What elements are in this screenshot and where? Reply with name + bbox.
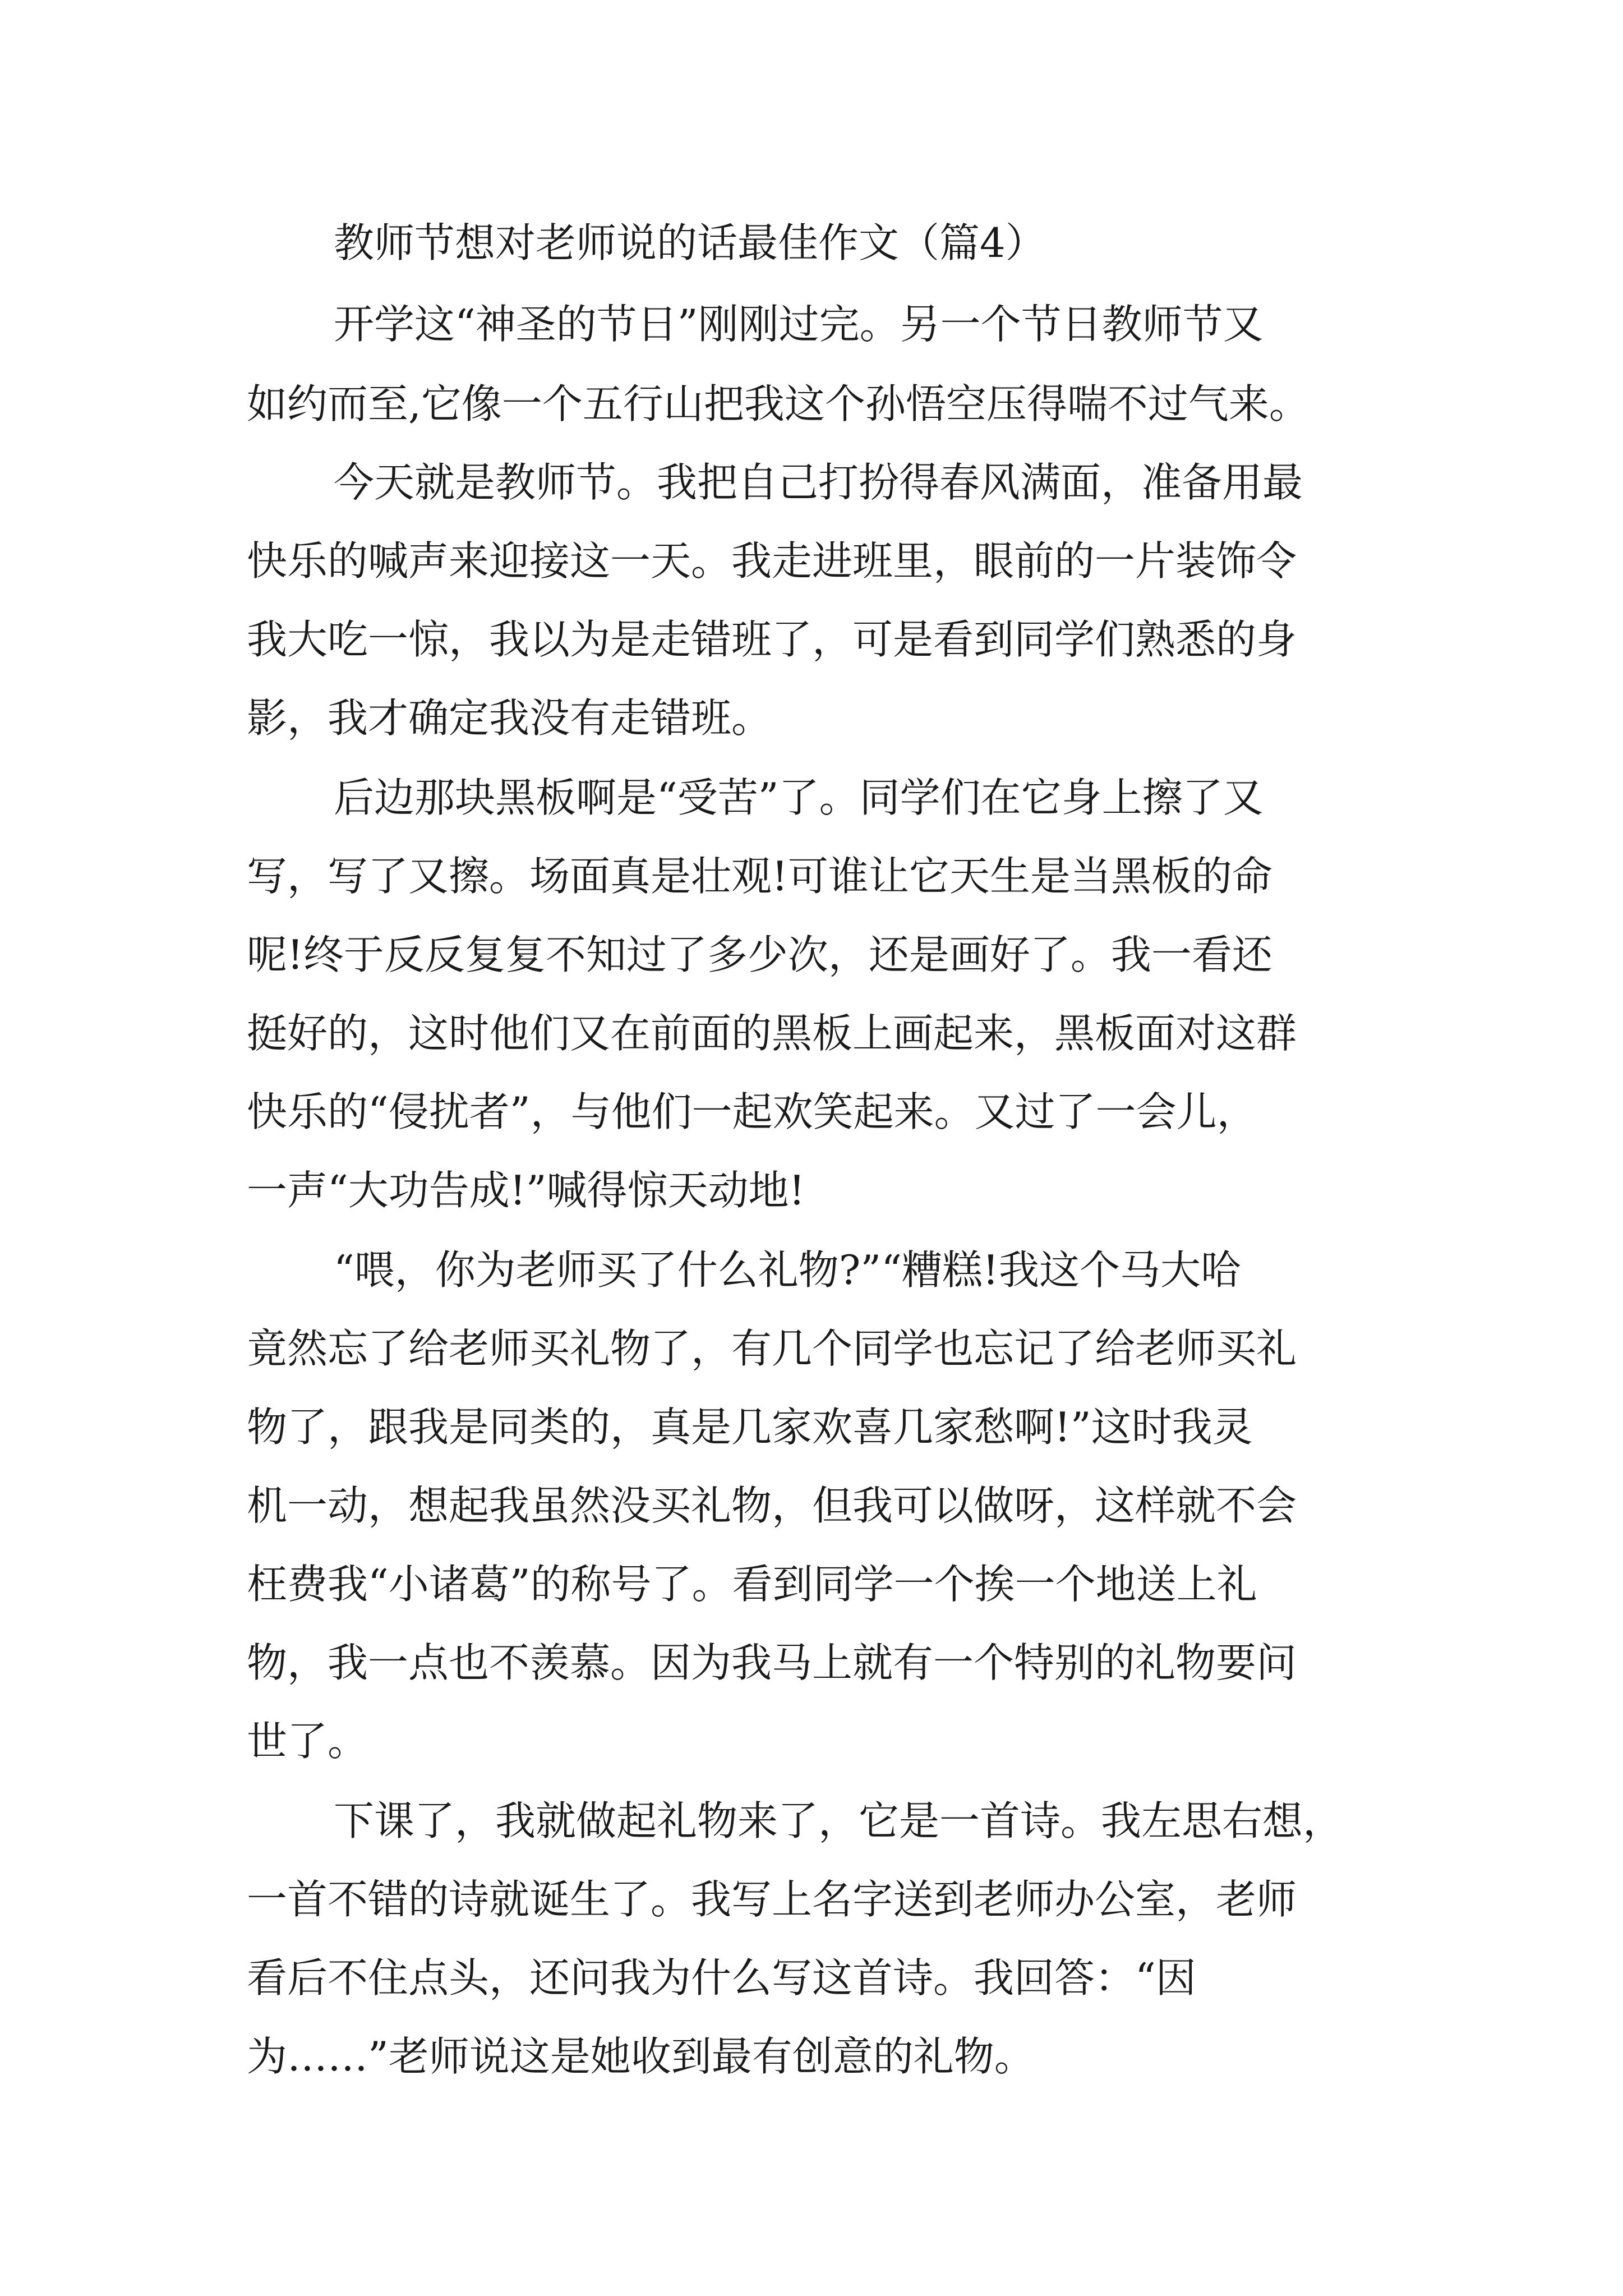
text-line: 物了，跟我是同类的，真是几家欢喜几家愁啊!”这时我灵: [247, 1404, 1253, 1451]
text-line: 看后不住点头，还问我为什么写这首诗。我回答：“因: [247, 1954, 1196, 2001]
text-line: 今天就是教师节。我把自己打扮得春风满面，准备用最: [334, 459, 1303, 506]
text-line: 影，我才确定我没有走错班。: [247, 694, 772, 742]
text-line: 为……”老师说这是她收到最有创意的礼物。: [247, 2033, 1035, 2080]
text-line: 世了。: [247, 1718, 368, 1765]
text-line: 开学这“神圣的节日”刚刚过完。另一个节日教师节又: [334, 301, 1264, 348]
text-line: 机一动，想起我虽然没买礼物，但我可以做呀，这样就不会: [247, 1482, 1297, 1529]
text-line: 写，写了又擦。场面真是壮观!可谁让它天生是当黑板的命: [247, 853, 1272, 900]
text-line: 枉费我“小诸葛”的称号了。看到同学一个挨一个地送上礼: [247, 1561, 1257, 1608]
document-title: 教师节想对老师说的话最佳作文（篇4）: [334, 219, 1046, 266]
text-line: 一声“大功告成!”喊得惊天动地!: [247, 1167, 805, 1214]
text-line: 呢!终于反反复复不知过了多少次，还是画好了。我一看还: [247, 931, 1272, 978]
text-line: 竟然忘了给老师买礼物了，有几个同学也忘记了给老师买礼: [247, 1325, 1297, 1372]
text-line: 后边那块黑板啊是“受苦”了。同学们在它身上擦了又: [334, 774, 1264, 821]
text-line: 如约而至,它像一个五行山把我这个孙悟空压得喘不过气来。: [247, 380, 1310, 427]
text-line: 挺好的，这时他们又在前面的黑板上画起来，黑板面对这群: [247, 1010, 1297, 1057]
text-line: 下课了，我就做起礼物来了，它是一首诗。我左思右想，: [334, 1797, 1344, 1844]
text-line: 快乐的“侵扰者”，与他们一起欢笑起来。又过了一会儿，: [247, 1088, 1257, 1135]
text-line: 物，我一点也不羡慕。因为我马上就有一个特别的礼物要问: [247, 1639, 1297, 1686]
text-line: 一首不错的诗就诞生了。我写上名字送到老师办公室，老师: [247, 1876, 1297, 1923]
text-line: 快乐的喊声来迎接这一天。我走进班里，眼前的一片装饰令: [247, 537, 1297, 585]
text-line: 我大吃一惊，我以为是走错班了，可是看到同学们熟悉的身: [247, 616, 1297, 663]
text-line: “喂，你为老师买了什么礼物?”“糟糕!我这个马大哈: [334, 1246, 1241, 1294]
